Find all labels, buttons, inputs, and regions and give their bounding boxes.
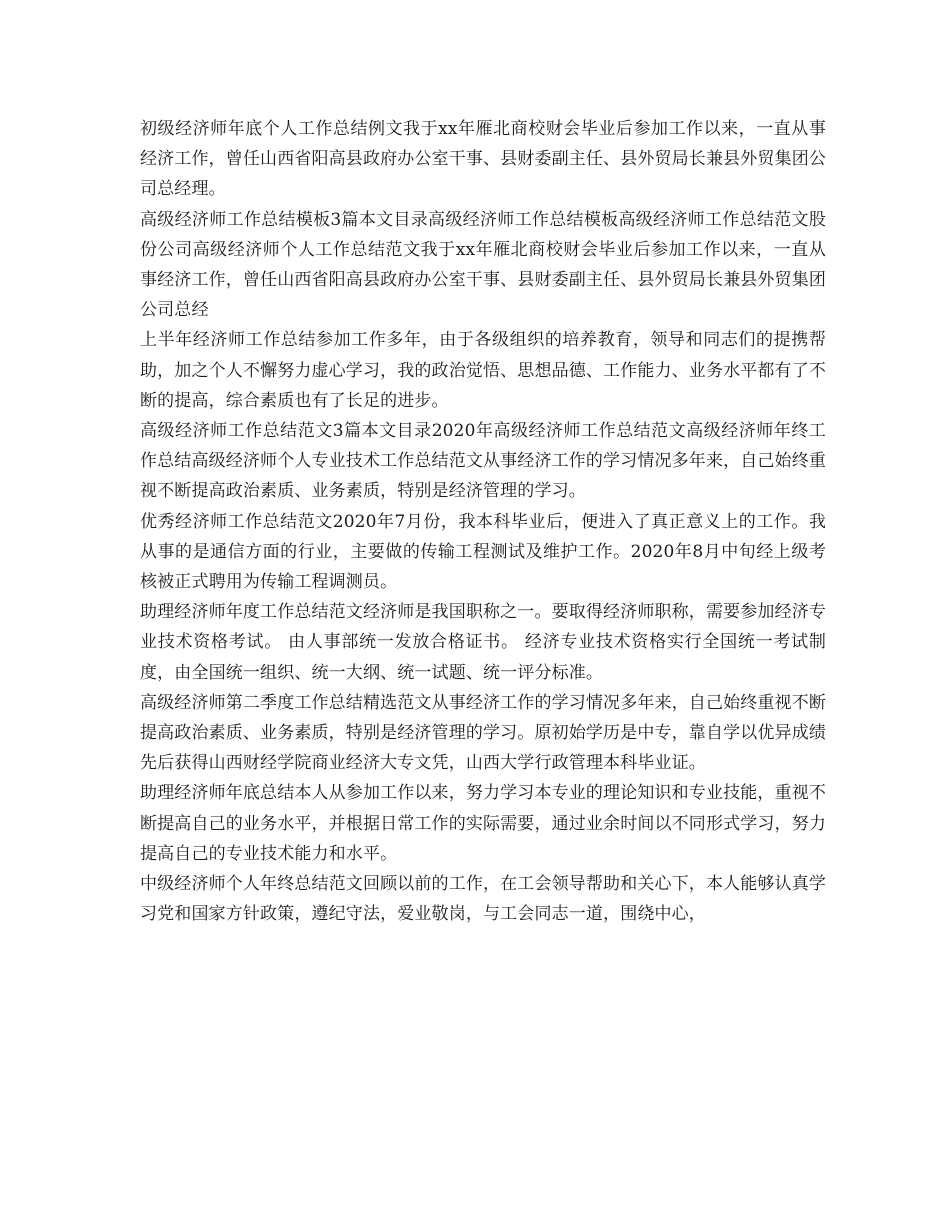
paragraph-9: 中级经济师个人年终总结范文回顾以前的工作，在工会领导帮助和关心下，本人能够认真学习党和国家方针政策，遵纪守法，爱业敬岗，与工会同志一道，围绕中心， [140, 874, 826, 925]
paragraph-2: 高级经济师工作总结模板3篇本文目录高级经济师工作总结模板高级经济师工作总结范文股份公司高级经济师个人工作总结范文我于xx年雁北商校财会毕业后参加工作以来，一直从事经济工作，曾任山西省阳高县政府办公室干事、县财委副主任、县外贸局长兼县外贸集团公司总经 [140, 209, 826, 321]
paragraph-4: 高级经济师工作总结范文3篇本文目录2020年高级经济师工作总结范文高级经济师年终工作总结高级经济师个人专业技术工作总结范文从事经济工作的学习情况多年来，自己始终重视不断提高政治素质、业务素质，特别是经济管理的学习。 [140, 421, 826, 502]
paragraph-8: 助理经济师年底总结本人从参加工作以来，努力学习本专业的理论知识和专业技能，重视不断提高自己的业务水平，并根据日常工作的实际需要，通过业余时间以不同形式学习，努力提高自己的专业技术能力和水平。 [140, 783, 826, 864]
paragraph-6: 助理经济师年度工作总结范文经济师是我国职称之一。要取得经济师职称，需要参加经济专业技术资格考试。 由人事部统一发放合格证书。 经济专业技术资格实行全国统一考试制度，由全国统一组织、统一大纲、统一试题、统一评分标准。 [140, 602, 826, 683]
paragraph-1: 初级经济师年底个人工作总结例文我于xx年雁北商校财会毕业后参加工作以来，一直从事经济工作，曾任山西省阳高县政府办公室干事、县财委副主任、县外贸局长兼县外贸集团公司总经理。 [140, 119, 826, 200]
document-body [140, 114, 826, 929]
paragraph-7: 高级经济师第二季度工作总结精选范文从事经济工作的学习情况多年来，自己始终重视不断提高政治素质、业务素质，特别是经济管理的学习。原初始学历是中专，靠自学以优异成绩先后获得山西财经学院商业经济大专文凭，山西大学行政管理本科毕业证。 [140, 692, 826, 774]
paragraph-3: 上半年经济师工作总结参加工作多年，由于各级组织的培养教育，领导和同志们的提携帮助，加之个人不懈努力虚心学习，我的政治觉悟、思想品德、工作能力、业务水平都有了不断的提高，综合素质也有了长足的进步。 [140, 330, 826, 411]
paragraph-5: 优秀经济师工作总结范文2020年7月份，我本科毕业后，便进入了真正意义上的工作。我从事的是通信方面的行业，主要做的传输工程测试及维护工作。2020年8月中旬经上级考核被正式聘用为传输工程调测员。 [140, 511, 826, 593]
